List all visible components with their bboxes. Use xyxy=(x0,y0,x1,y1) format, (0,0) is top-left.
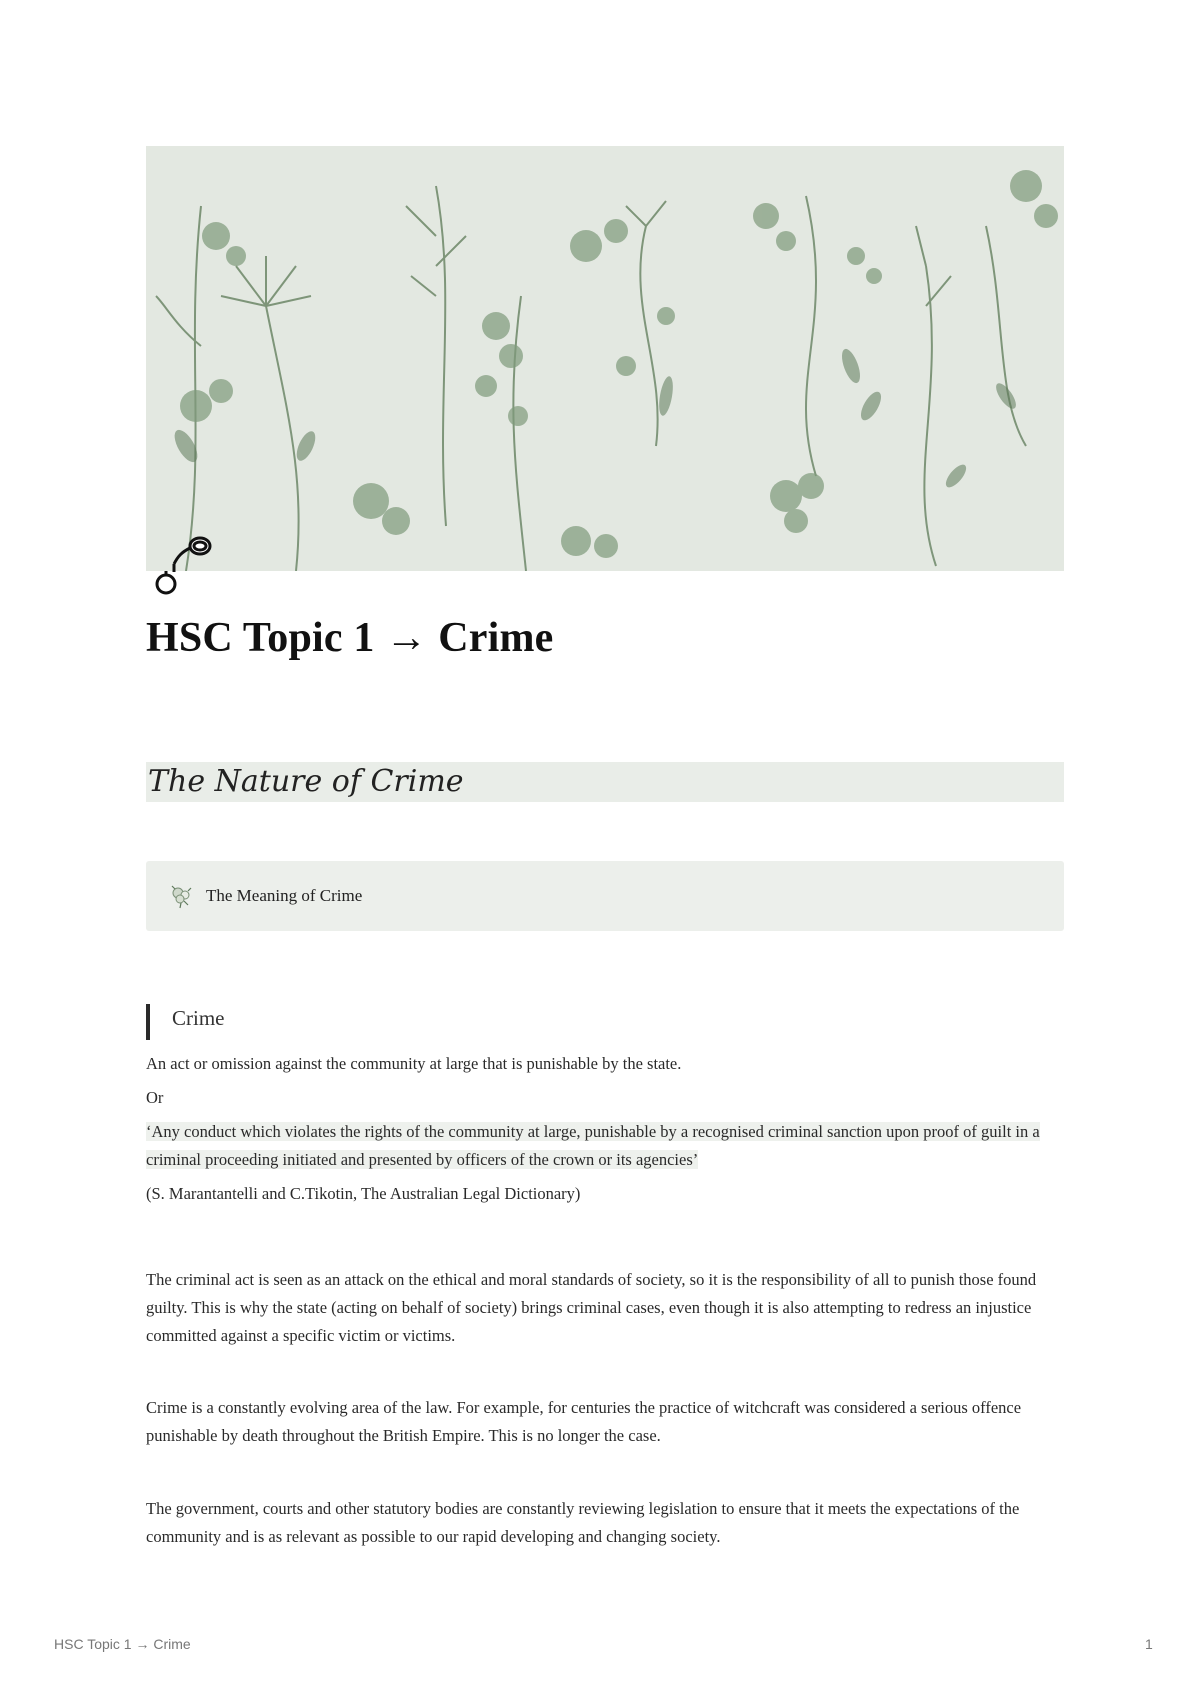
or-paragraph: Or xyxy=(146,1088,164,1107)
body-paragraph-3: The government, courts and other statutory bodies are constantly reviewing legislation to ensure that it meets the expectations of the community and is as relevant as possible to our rapid developing and changing society. xyxy=(146,1499,1020,1546)
footer-doc-title: HSC Topic 1 → Crime xyxy=(54,1636,191,1652)
section-heading: The Nature of Crime xyxy=(146,762,1064,802)
quoted-definition xyxy=(146,1118,1066,1174)
highlighted-quote: ‘Any conduct which violates the rights of the community at large, punishable by a recognised criminal sanction upon proof of guilt in a criminal proceeding initiated and presented by officers of the crown or its agencies’ xyxy=(146,1122,1040,1169)
callout-label: The Meaning of Crime xyxy=(206,886,363,905)
citation: (S. Marantantelli and C.Tikotin, The Australian Legal Dictionary) xyxy=(146,1184,581,1203)
body-paragraph-1: The criminal act is seen as an attack on the ethical and moral standards of society, so it is the responsibility of all to punish those found guilty. This is why the state (acting on behalf of society) brings criminal cases, even though it is also attempting to redress an injustice committed against a specific victim or victims. xyxy=(146,1270,1037,1345)
definition-paragraph: An act or omission against the community at large that is punishable by the state. xyxy=(146,1054,682,1073)
footer-page-number: 1 xyxy=(1145,1636,1153,1652)
body-paragraph-2: Crime is a constantly evolving area of the law. For example, for centuries the practice of witchcraft was considered a serious offence punishable by death throughout the British Empire. This is no longer the case. xyxy=(146,1398,1022,1445)
handcuffs-icon xyxy=(152,532,218,598)
page-title: HSC Topic 1 → Crime xyxy=(146,615,554,661)
quote-heading: Crime xyxy=(172,1006,225,1030)
callout-toggle[interactable] xyxy=(146,861,1064,931)
flower-bouquet-icon xyxy=(166,881,196,911)
cover-image xyxy=(146,146,1064,571)
quote-bar xyxy=(146,1004,150,1040)
